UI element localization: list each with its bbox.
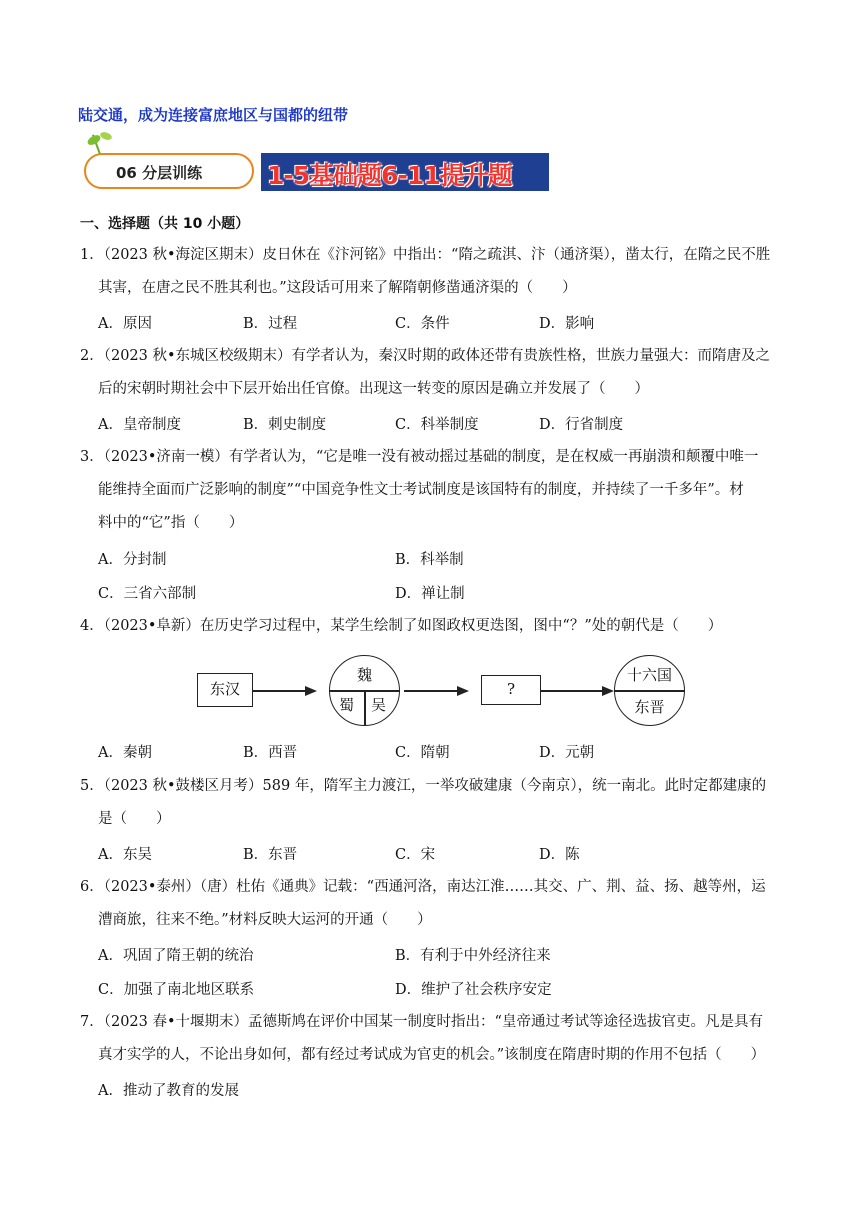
question-text: 料中的“它”指（ ） — [98, 515, 244, 531]
option-a[interactable]: A．推动了教育的发展 — [98, 1083, 239, 1099]
intro-line: 陆交通，成为连接富庶地区与国都的纽带 — [78, 106, 349, 124]
circle-label-eastern-jin: 东晋 — [634, 698, 665, 716]
banner-title: 1-5基础题6-11提升题 — [267, 161, 512, 190]
option-a[interactable]: A．原因 — [98, 316, 152, 332]
question-3 — [80, 441, 785, 540]
option-d[interactable]: D．维护了社会秩序安定 — [395, 982, 552, 998]
diagram-start-box: 东汉 — [197, 673, 253, 707]
option-c[interactable]: C．隋朝 — [395, 745, 450, 761]
option-b[interactable]: B．过程 — [243, 316, 298, 332]
question-text: 后的宋朝时期社会中下层开始出任官僚。出现这一转变的原因是确立并发展了（ ） — [98, 381, 649, 397]
banner-label: 06 分层训练 — [116, 164, 203, 182]
diagram-unknown-box: ? — [481, 675, 541, 705]
option-b[interactable]: B．刺史制度 — [243, 417, 327, 433]
circle-label-sixteen-kingdoms: 十六国 — [626, 666, 672, 684]
option-c[interactable]: C．三省六部制 — [98, 586, 197, 602]
question-text: 漕商旅，往来不绝。”材料反映大运河的开通（ ） — [98, 912, 432, 928]
circle-divider — [364, 690, 366, 725]
arrow-head-icon — [305, 686, 317, 696]
option-a[interactable]: A．皇帝制度 — [98, 417, 181, 433]
diagram-arrow — [541, 690, 606, 692]
question-text: 其害，在唐之民不胜其利也。”这段话可用来了解隋朝修凿通济渠的（ ） — [98, 280, 577, 296]
option-b[interactable]: B．科举制 — [395, 552, 464, 568]
question-text: 真才实学的人，不论出身如何，都有经过考试成为官吏的机会。”该制度在隋唐时期的作用不包括（ ） — [98, 1047, 766, 1063]
circle-label-wei: 魏 — [356, 666, 372, 684]
question-text: 4．（2023•阜新）在历史学习过程中，某学生绘制了如图政权更迭图，图中“？”处的朝代是（ ） — [80, 618, 723, 634]
question-text: 2．（2023 秋•东城区校级期末）有学者认为，秦汉时期的政体还带有贵族性格，世族力量强大：而隋唐及之 — [80, 348, 771, 364]
circle-divider — [614, 690, 685, 692]
question-text: 6．（2023•泰州）（唐）杜佑《通典》记载：“西通河洛，南达江淮……其交、广、荆、益、扬、越等州，运 — [80, 879, 766, 895]
question-text: 能维持全面而广泛影响的制度”“中国竞争性文士考试制度是该国特有的制度，并持续了一千多年”。材 — [98, 482, 744, 498]
diagram-arrow — [404, 690, 460, 692]
option-d[interactable]: D．禅让制 — [395, 586, 465, 602]
question-text: 3．（2023•济南一模）有学者认为，“它是唯一没有被动摇过基础的制度，是在权威一再崩溃和颠覆中唯一 — [80, 449, 759, 465]
question-4 — [80, 610, 785, 643]
option-c[interactable]: C．加强了南北地区联系 — [98, 982, 255, 998]
arrow-head-icon — [602, 686, 614, 696]
question-6 — [80, 871, 785, 937]
option-b[interactable]: B．西晋 — [243, 745, 298, 761]
question-text: 5．（2023 秋•鼓楼区月考）589 年，隋军主力渡江，一举攻破建康（今南京），统一南北。此时定都建康的 — [80, 778, 767, 794]
option-b[interactable]: B．有利于中外经济往来 — [395, 948, 551, 964]
option-a[interactable]: A．分封制 — [98, 552, 167, 568]
option-d[interactable]: D．行省制度 — [539, 417, 624, 433]
question-5 — [80, 770, 785, 836]
option-c[interactable]: C．宋 — [395, 847, 436, 863]
section-banner-pill — [84, 153, 254, 189]
diagram-arrow — [253, 690, 308, 692]
question-1 — [80, 239, 785, 305]
banner-title-box — [261, 153, 549, 191]
option-c[interactable]: C．条件 — [395, 316, 450, 332]
option-a[interactable]: A．巩固了隋王朝的统治 — [98, 948, 254, 964]
question-text: 1．（2023 秋•海淀区期末）皮日休在《汴河铭》中指出：“隋之疏淇、汴（通济渠），凿太行，在隋之民不胜 — [80, 247, 771, 263]
circle-label-wu: 吴 — [371, 696, 387, 714]
section-title: 一、选择题（共 10 小题） — [80, 216, 250, 232]
option-b[interactable]: B．东晋 — [243, 847, 298, 863]
option-d[interactable]: D．元朝 — [539, 745, 595, 761]
option-d[interactable]: D．陈 — [539, 847, 580, 863]
question-text: 是（ ） — [98, 811, 171, 827]
question-2 — [80, 340, 785, 406]
option-a[interactable]: A．东吴 — [98, 847, 152, 863]
question-7 — [80, 1006, 785, 1072]
leaf-decoration-icon — [86, 128, 116, 150]
question-text: 7．（2023 春•十堰期末）孟德斯鸠在评价中国某一制度时指出：“皇帝通过考试等途径选拔官吏。凡是具有 — [80, 1014, 763, 1030]
option-a[interactable]: A．秦朝 — [98, 745, 152, 761]
circle-label-shu: 蜀 — [339, 696, 355, 714]
option-d[interactable]: D．影响 — [539, 316, 595, 332]
arrow-head-icon — [457, 686, 469, 696]
option-c[interactable]: C．科举制度 — [395, 417, 479, 433]
